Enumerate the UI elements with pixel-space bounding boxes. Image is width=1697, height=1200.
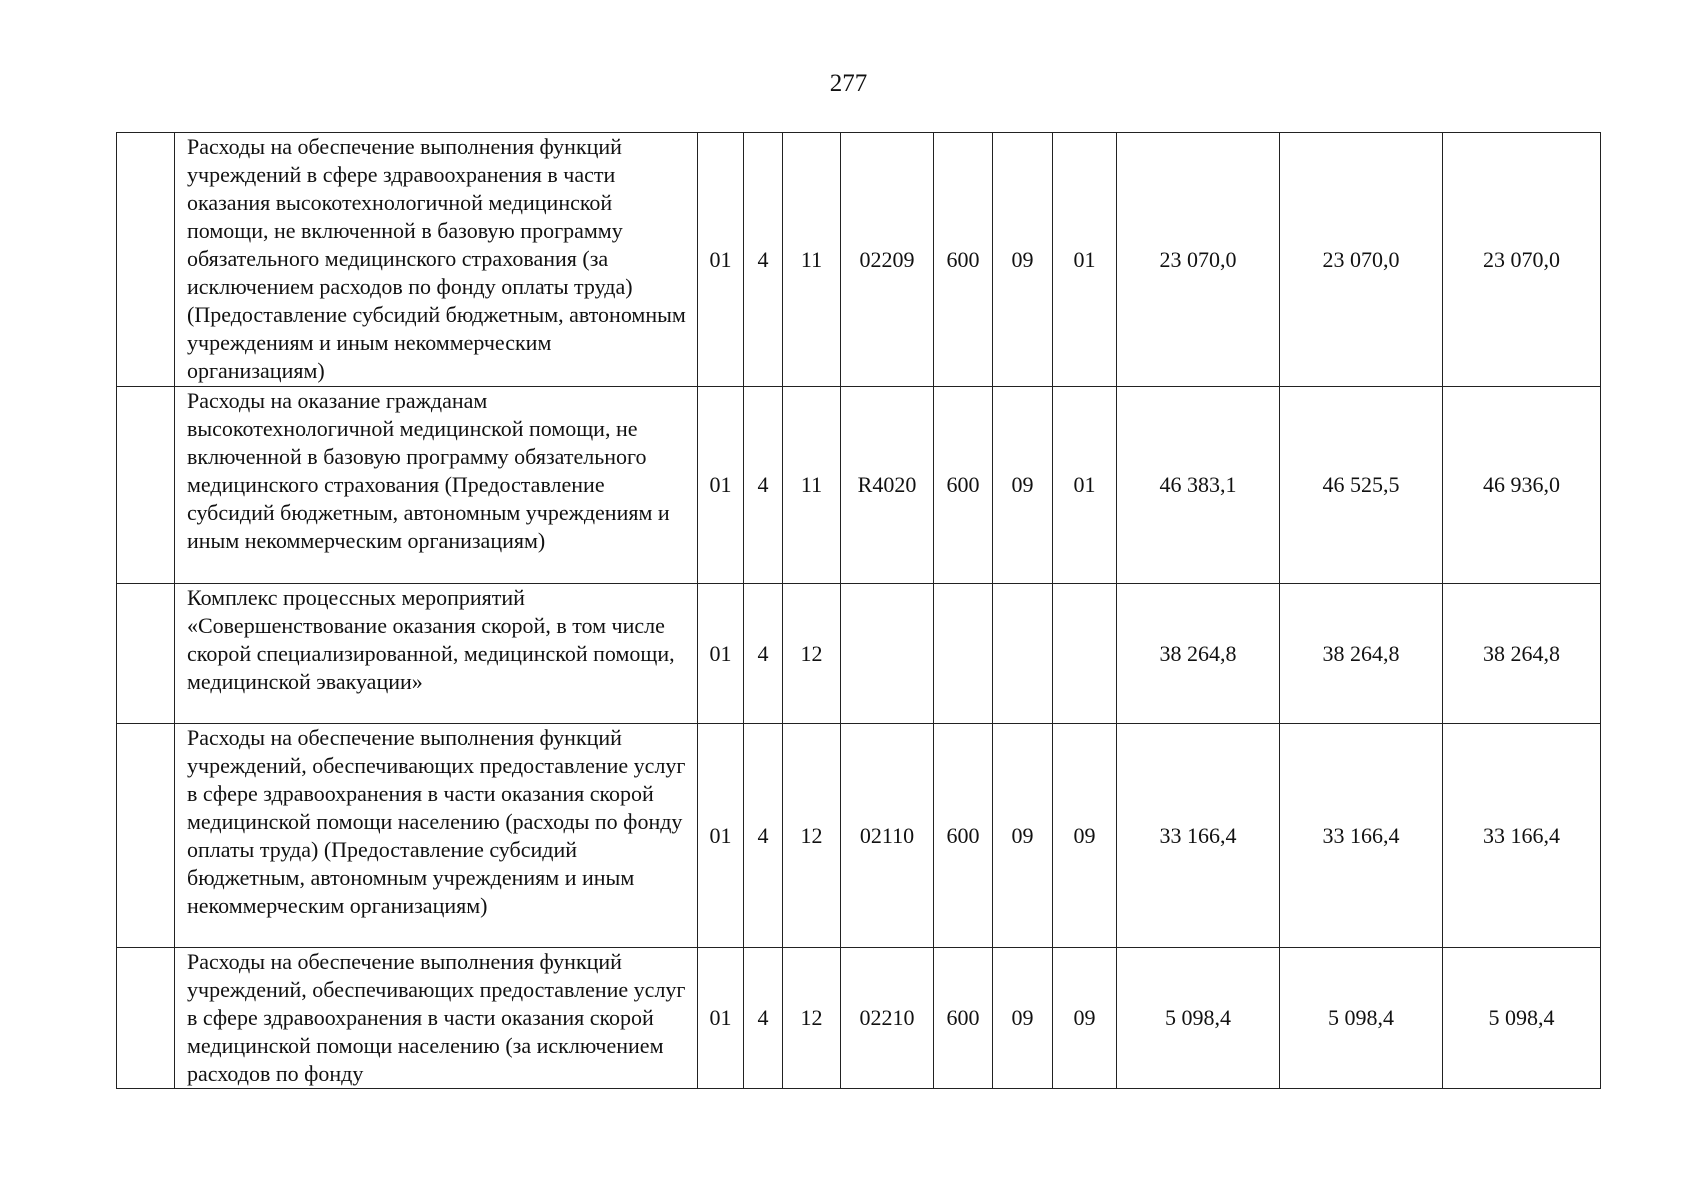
row-number-cell <box>117 584 175 724</box>
amount-year2-cell: 23 070,0 <box>1280 133 1443 387</box>
row-number-cell <box>117 724 175 948</box>
direction-code-cell: 02110 <box>841 724 934 948</box>
subsection-cell: 09 <box>1053 724 1117 948</box>
amount-year3-cell: 33 166,4 <box>1443 724 1601 948</box>
direction-code-cell: 02210 <box>841 948 934 1089</box>
amount-year1-cell: 23 070,0 <box>1117 133 1280 387</box>
program-code-cell: 01 <box>698 387 744 584</box>
activity-code-cell: 12 <box>783 724 841 948</box>
amount-year1-cell: 38 264,8 <box>1117 584 1280 724</box>
amount-year2-cell: 46 525,5 <box>1280 387 1443 584</box>
activity-code-cell: 11 <box>783 387 841 584</box>
description-cell: Комплекс процессных мероприятий «Совершенствование оказания скорой, в том числе скорой специализированной, медицинской помощи, медицинской эвакуации» <box>175 584 698 724</box>
description-cell: Расходы на обеспечение выполнения функций учреждений в сфере здравоохранения в части оказания высокотехнологичной медицинской помощи, не включенной в базовую программу обязательного медицинского страхования (за исключением расходов по фонду оплаты труда) (Предоставление субсидий бюджетным, автономным учреждениям и иным некоммерческим организациям) <box>175 133 698 387</box>
table-row <box>117 133 1601 387</box>
expense-type-cell: 600 <box>934 724 993 948</box>
program-code-cell: 01 <box>698 133 744 387</box>
program-code-cell: 01 <box>698 724 744 948</box>
amount-year1-cell: 46 383,1 <box>1117 387 1280 584</box>
subprogram-code-cell: 4 <box>744 584 783 724</box>
section-cell: 09 <box>993 387 1053 584</box>
amount-year1-cell: 5 098,4 <box>1117 948 1280 1089</box>
table-row <box>117 387 1601 584</box>
subprogram-code-cell: 4 <box>744 133 783 387</box>
subsection-cell: 01 <box>1053 387 1117 584</box>
activity-code-cell: 12 <box>783 948 841 1089</box>
amount-year2-cell: 33 166,4 <box>1280 724 1443 948</box>
expense-type-cell: 600 <box>934 948 993 1089</box>
subprogram-code-cell: 4 <box>744 387 783 584</box>
subsection-cell: 01 <box>1053 133 1117 387</box>
direction-code-cell <box>841 584 934 724</box>
table-row <box>117 948 1601 1089</box>
description-cell: Расходы на обеспечение выполнения функций учреждений, обеспечивающих предоставление услуг в сфере здравоохранения в части оказания скорой медицинской помощи населению (за исключением расходов по фонду <box>175 948 698 1089</box>
section-cell: 09 <box>993 724 1053 948</box>
expense-type-cell: 600 <box>934 387 993 584</box>
row-number-cell <box>117 387 175 584</box>
description-cell: Расходы на обеспечение выполнения функций учреждений, обеспечивающих предоставление услуг в сфере здравоохранения в части оказания скорой медицинской помощи населению (расходы по фонду оплаты труда) (Предоставление субсидий бюджетным, автономным учреждениям и иным некоммерческим организациям) <box>175 724 698 948</box>
row-number-cell <box>117 948 175 1089</box>
amount-year3-cell: 46 936,0 <box>1443 387 1601 584</box>
section-cell: 09 <box>993 948 1053 1089</box>
direction-code-cell: 02209 <box>841 133 934 387</box>
subsection-cell: 09 <box>1053 948 1117 1089</box>
amount-year3-cell: 23 070,0 <box>1443 133 1601 387</box>
page-number: 277 <box>829 70 868 97</box>
amount-year3-cell: 38 264,8 <box>1443 584 1601 724</box>
activity-code-cell: 11 <box>783 133 841 387</box>
section-cell <box>993 584 1053 724</box>
table-row <box>117 724 1601 948</box>
amount-year2-cell: 5 098,4 <box>1280 948 1443 1089</box>
expense-type-cell <box>934 584 993 724</box>
direction-code-cell: R4020 <box>841 387 934 584</box>
subprogram-code-cell: 4 <box>744 724 783 948</box>
amount-year2-cell: 38 264,8 <box>1280 584 1443 724</box>
subsection-cell <box>1053 584 1117 724</box>
program-code-cell: 01 <box>698 584 744 724</box>
section-cell: 09 <box>993 133 1053 387</box>
program-code-cell: 01 <box>698 948 744 1089</box>
expense-type-cell: 600 <box>934 133 993 387</box>
budget-table <box>116 132 1601 1089</box>
amount-year3-cell: 5 098,4 <box>1443 948 1601 1089</box>
activity-code-cell: 12 <box>783 584 841 724</box>
table-row <box>117 584 1601 724</box>
row-number-cell <box>117 133 175 387</box>
subprogram-code-cell: 4 <box>744 948 783 1089</box>
description-cell: Расходы на оказание гражданам высокотехнологичной медицинской помощи, не включенной в базовую программу обязательного медицинского страхования (Предоставление субсидий бюджетным, автономным учреждениям и иным некоммерческим организациям) <box>175 387 698 584</box>
amount-year1-cell: 33 166,4 <box>1117 724 1280 948</box>
